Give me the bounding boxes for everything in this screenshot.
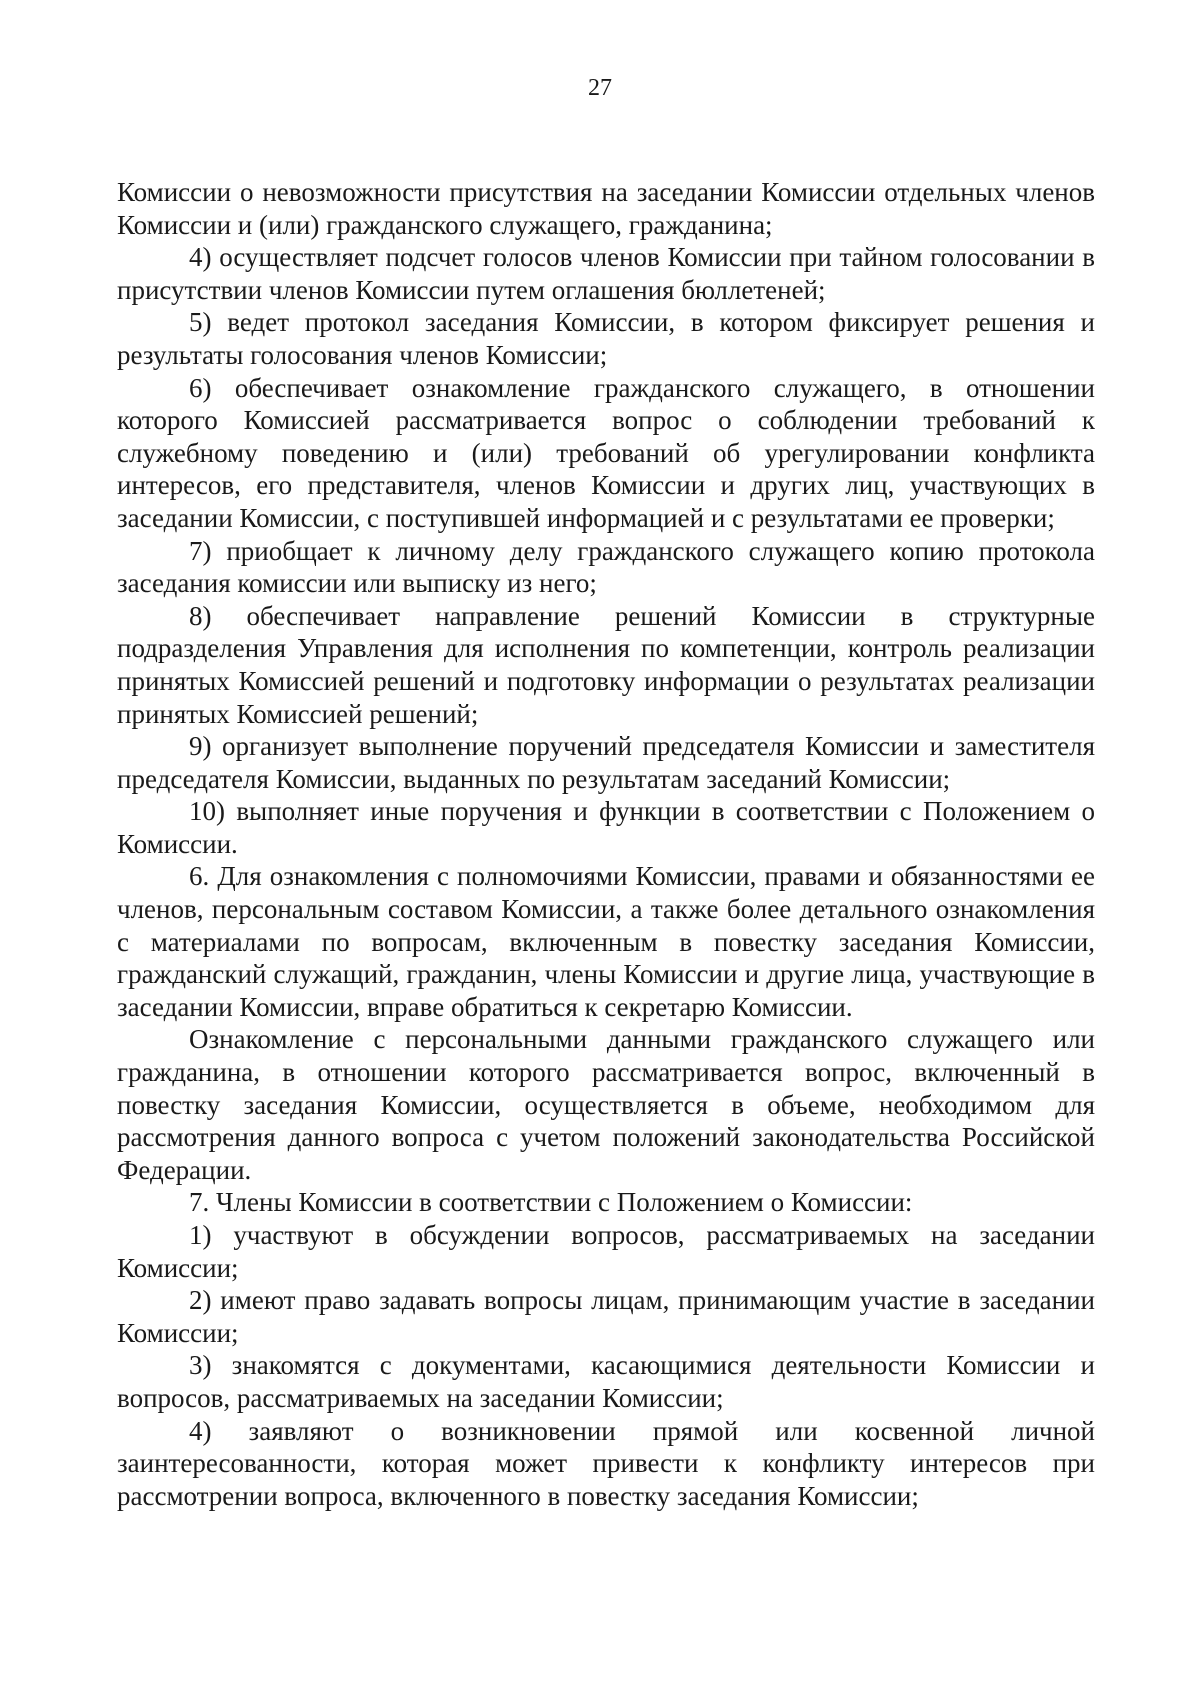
paragraph: 5) ведет протокол заседания Комиссии, в котором фиксирует решения и результаты голосования членов Комиссии; (117, 307, 1095, 370)
paragraph: 10) выполняет иные поручения и функции в соответствии с Положением о Комиссии. (117, 796, 1095, 859)
paragraph: Комиссии о невозможности присутствия на заседании Комиссии отдельных членов Комиссии и (или) гражданского служащего, гражданина; (117, 177, 1095, 240)
paragraph: 6) обеспечивает ознакомление гражданского служащего, в отношении которого Комиссией рассматривается вопрос о соблюдении требований к служебному поведению и (или) требований об урегулировании конфликта интересов, его представителя, членов Комиссии и других лиц, участвующих в заседании Комиссии, с поступившей информацией и с результатами ее проверки; (117, 372, 1095, 533)
paragraph: 4) заявляют о возникновении прямой или косвенной личной заинтересованности, которая может привести к конфликту интересов при рассмотрении вопроса, включенного в повестку заседания Комиссии; (117, 1415, 1095, 1511)
paragraph: 7) приобщает к личному делу гражданского служащего копию протокола заседания комиссии или выписку из него; (117, 535, 1095, 599)
paragraph: 7. Члены Комиссии в соответствии с Положением о Комиссии: (189, 1187, 913, 1218)
paragraph: Ознакомление с персональными данными гражданского служащего или гражданина, в отношении которого рассматривается вопрос, включенный в повестку заседания Комиссии, осуществляется в объеме, необходимом для рассмотрения данного вопроса с учетом положений законодательства Российской Федерации. (117, 1024, 1095, 1185)
paragraph: 8) обеспечивает направление решений Комиссии в структурные подразделения Управления для исполнения по компетенции, контроль реализации принятых Комиссией решений и подготовку информации о результатах реализации принятых Комиссией решений; (117, 600, 1095, 729)
document-body (117, 176, 1095, 1512)
paragraph: 6. Для ознакомления с полномочиями Комиссии, правами и обязанностями ее членов, персональным составом Комиссии, а также более детального ознакомления с материалами по вопросам, включенным в повестку заседания Комиссии, гражданский служащий, гражданин, члены Комиссии и другие лица, участвующие в заседании Комиссии, вправе обратиться к секретарю Комиссии. (117, 861, 1095, 1022)
paragraph: 3) знакомятся с документами, касающимися деятельности Комиссии и вопросов, рассматриваемых на заседании Комиссии; (117, 1350, 1095, 1413)
paragraph: 9) организует выполнение поручений председателя Комиссии и заместителя председателя Комиссии, выданных по результатам заседаний Комиссии; (117, 731, 1095, 794)
page-number: 27 (588, 75, 612, 101)
paragraph: 2) имеют право задавать вопросы лицам, принимающим участие в заседании Комиссии; (117, 1285, 1095, 1348)
paragraph: 1) участвуют в обсуждении вопросов, рассматриваемых на заседании Комиссии; (117, 1220, 1095, 1283)
paragraph: 4) осуществляет подсчет голосов членов Комиссии при тайном голосовании в присутствии членов Комиссии путем оглашения бюллетеней; (117, 242, 1095, 305)
